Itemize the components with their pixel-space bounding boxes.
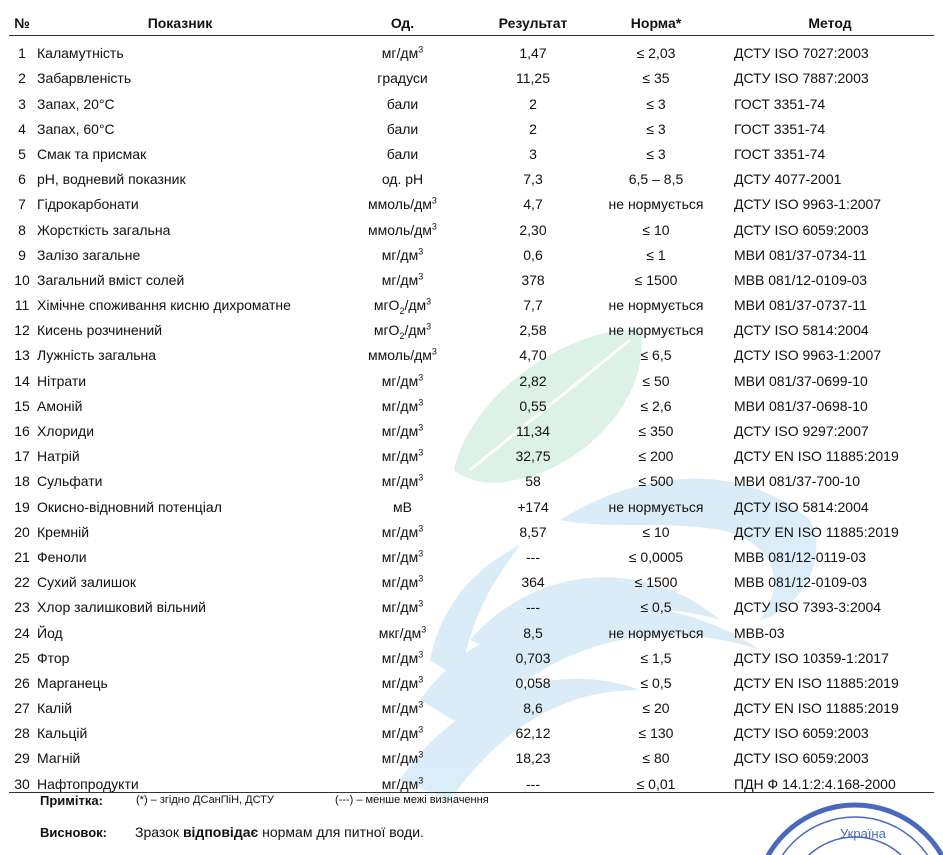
- row-number: 28: [14, 725, 30, 742]
- row-result: 62,12: [515, 725, 551, 742]
- table-row: [9, 515, 934, 540]
- row-unit: бали: [386, 120, 419, 137]
- row-norm: ≤ 1: [646, 246, 666, 263]
- row-norm: ≤ 6,5: [640, 347, 672, 364]
- row-unit: $мг/дм^3$: [381, 573, 424, 591]
- table-row: [9, 389, 934, 414]
- row-method: МВВ-03: [734, 624, 785, 641]
- row-indicator: Магній: [37, 750, 81, 767]
- row-unit: $мг/дм^3$: [381, 246, 424, 263]
- row-norm: не нормується: [608, 624, 704, 641]
- row-method: ДСТУ EN ISO 11885:2019: [734, 700, 899, 717]
- row-indicator: Смак та присмак: [37, 145, 147, 162]
- row-method: МВВ 081/12-0119-03: [734, 548, 867, 565]
- row-unit: $мг/дм^3$: [381, 649, 424, 666]
- table-row: [9, 716, 934, 741]
- row-result: 7,7: [523, 297, 543, 314]
- row-number: 5: [18, 145, 26, 162]
- row-indicator: Йод: [37, 624, 63, 641]
- row-result: 4,70: [519, 347, 547, 364]
- row-norm: ≤ 0,0005: [628, 548, 684, 565]
- row-norm: 6,5 – 8,5: [628, 171, 684, 188]
- note-dashes-text: (---) – менше межі визначення: [335, 794, 489, 806]
- row-number: 4: [18, 120, 26, 137]
- row-result: 0,55: [519, 397, 547, 414]
- conclusion-label: Висновок:: [40, 825, 107, 840]
- row-result: 8,5: [523, 624, 543, 641]
- table-row: [9, 238, 934, 263]
- table-row: [9, 212, 934, 237]
- row-norm: ≤ 1,5: [640, 649, 672, 666]
- table-row: [9, 414, 934, 439]
- row-norm: ≤ 10: [642, 523, 670, 540]
- row-method: ДСТУ ISO 6059:2003: [734, 750, 869, 767]
- row-indicator: Запах, 60°С: [37, 120, 115, 137]
- row-unit: $мг/дм^3$: [381, 523, 424, 540]
- row-norm: ≤ 20: [642, 700, 670, 717]
- row-method: ГОСТ 3351-74: [734, 145, 826, 162]
- row-unit: бали: [386, 145, 419, 162]
- row-number: 7: [18, 196, 26, 213]
- row-method: ГОСТ 3351-74: [734, 120, 826, 137]
- table-row: [9, 338, 934, 363]
- row-number: 12: [14, 322, 30, 339]
- row-number: 26: [14, 674, 30, 691]
- table-row: [9, 464, 934, 489]
- row-number: 29: [14, 750, 30, 767]
- table-row: [9, 590, 934, 615]
- row-norm: ≤ 80: [642, 750, 670, 767]
- row-number: 18: [14, 473, 30, 490]
- row-method: МВВ 081/12-0109-03: [734, 271, 868, 288]
- table-row: [9, 263, 934, 288]
- row-indicator: Кальцій: [37, 725, 88, 742]
- table-row: [9, 288, 934, 313]
- conclusion-text: [135, 824, 424, 840]
- row-unit: $мг/дм^3$: [381, 749, 424, 767]
- row-result: 32,75: [515, 448, 551, 465]
- row-method: ДСТУ EN ISO 11885:2019: [734, 448, 899, 465]
- header-norm: Норма*: [586, 10, 726, 36]
- row-indicator: рН, водневий показник: [37, 171, 186, 188]
- row-norm: ≤ 35: [642, 70, 670, 87]
- row-unit: $мг/дм^3$: [381, 447, 424, 465]
- row-unit: ммоль/$дм^3$: [368, 346, 437, 364]
- row-indicator: Кремній: [37, 523, 90, 540]
- row-indicator: Каламутність: [37, 45, 124, 62]
- row-number: 20: [14, 523, 30, 540]
- row-number: 6: [18, 171, 26, 188]
- table-row: [9, 439, 934, 464]
- table-row: [9, 540, 934, 565]
- table-row: [9, 489, 934, 514]
- row-unit: $мг/дм^3$: [381, 598, 424, 616]
- row-result: 18,23: [515, 750, 551, 767]
- row-indicator: Гідрокарбонати: [37, 196, 139, 213]
- row-number: 8: [18, 221, 26, 238]
- row-norm: ≤ 2,6: [640, 397, 672, 414]
- row-unit: $мг/дм^3$: [381, 674, 424, 691]
- row-norm: ≤ 1500: [634, 574, 678, 591]
- row-method: МВВ 081/12-0109-03: [734, 574, 868, 591]
- row-norm: ≤ 10: [642, 221, 670, 238]
- table-row: [9, 61, 934, 86]
- row-indicator: Амоній: [37, 397, 83, 414]
- row-number: 27: [14, 700, 30, 717]
- row-number: 13: [14, 347, 30, 364]
- row-number: 9: [18, 246, 26, 263]
- row-indicator: Жорсткість загальна: [37, 221, 171, 238]
- row-method: МВИ 081/37-0737-11: [734, 297, 867, 314]
- row-method: ДСТУ ISO 6059:2003: [734, 725, 869, 742]
- row-number: 2: [18, 70, 26, 87]
- row-indicator: Забарвленість: [37, 70, 132, 87]
- row-indicator: Сульфати: [37, 473, 103, 490]
- row-result: ---: [526, 599, 540, 616]
- row-method: МВИ 081/37-0734-11: [734, 246, 867, 263]
- seal-text: Україна: [840, 826, 886, 841]
- row-result: ---: [526, 548, 540, 565]
- row-unit: $мг/дм^3$: [381, 271, 424, 288]
- row-number: 25: [14, 649, 30, 666]
- table-row: [9, 691, 934, 716]
- row-result: 58: [525, 473, 541, 490]
- table-row: [9, 363, 934, 388]
- row-norm: не нормується: [608, 322, 704, 339]
- conclusion-text-start: Зразок: [135, 824, 183, 840]
- row-unit: $мгО_2/дм^3$: [373, 296, 432, 316]
- row-method: ДСТУ ISO 9963-1:2007: [734, 347, 882, 364]
- row-unit: мВ: [393, 498, 412, 515]
- row-unit: $мг/дм^3$: [381, 548, 424, 565]
- row-method: ДСТУ EN ISO 11885:2019: [734, 523, 899, 540]
- row-result: 2,30: [519, 221, 547, 238]
- table-row: [9, 565, 934, 590]
- row-norm: не нормується: [608, 297, 704, 314]
- table-row: [9, 641, 934, 666]
- row-method: ГОСТ 3351-74: [734, 95, 826, 112]
- row-norm: ≤ 350: [638, 423, 674, 439]
- row-unit: $мг/дм^3$: [381, 44, 424, 62]
- row-indicator: Хлор залишковий вільний: [37, 599, 206, 616]
- header-result: Результат: [480, 10, 586, 36]
- table-row: [9, 666, 934, 691]
- table-row: [9, 313, 934, 338]
- table-header-row: [9, 10, 934, 36]
- row-indicator: Хлориди: [37, 423, 95, 439]
- row-method: ДСТУ ISO 7393-3:2004: [734, 599, 882, 616]
- row-method: ДСТУ EN ISO 11885:2019: [734, 674, 899, 691]
- row-result: 378: [521, 271, 545, 288]
- row-unit: $мг/дм^3$: [381, 699, 424, 717]
- row-unit: $мг/дм^3$: [381, 422, 424, 439]
- row-norm: ≤ 3: [646, 145, 666, 162]
- row-number: 1: [18, 45, 26, 62]
- row-norm: ≤ 200: [638, 448, 674, 465]
- row-result: 11,25: [516, 70, 550, 87]
- row-indicator: Окисно-відновний потенціал: [37, 498, 222, 515]
- row-indicator: Фтор: [37, 649, 70, 666]
- header-unit: Од.: [325, 10, 480, 36]
- row-method: МВИ 081/37-0698-10: [734, 397, 868, 414]
- row-unit: од. рН: [381, 171, 424, 188]
- row-method: ДСТУ ISO 5814:2004: [734, 322, 869, 339]
- row-result: 0,703: [515, 649, 551, 666]
- row-result: 2,82: [519, 372, 547, 389]
- row-number: 10: [14, 271, 30, 288]
- row-method: ПДН Ф 14.1:2:4.168-2000: [726, 766, 934, 792]
- header-method: Метод: [726, 10, 934, 36]
- row-result: 1,47: [519, 45, 547, 62]
- row-method: ДСТУ ISO 5814:2004: [734, 498, 869, 515]
- row-result: 0,6: [523, 246, 543, 263]
- row-unit: градуси: [377, 70, 428, 87]
- row-norm: ≤ 3: [646, 120, 666, 137]
- row-number: 30: [9, 766, 35, 792]
- row-number: 3: [18, 95, 26, 112]
- conclusion-verdict: відповідає: [182, 824, 259, 840]
- row-unit: мкг/$дм^3$: [378, 623, 427, 641]
- row-method: МВИ 081/37-700-10: [734, 473, 861, 490]
- conclusion-text-end: нормам для питної води.: [258, 824, 424, 840]
- row-norm: ≤ 0,5: [640, 599, 672, 616]
- row-indicator: Калій: [37, 700, 73, 717]
- header-number: №: [9, 10, 35, 36]
- row-number: 19: [14, 498, 30, 515]
- row-method: МВИ 081/37-0699-10: [734, 372, 868, 389]
- row-number: 23: [14, 599, 30, 616]
- table-row: [9, 741, 934, 766]
- row-indicator: Сухий залишок: [37, 574, 136, 591]
- results-table: [9, 10, 934, 793]
- row-norm: ≤ 0,5: [640, 674, 672, 691]
- row-number: 17: [14, 448, 30, 465]
- row-indicator: Кисень розчинений: [37, 322, 163, 339]
- row-method: ДСТУ ISO 7887:2003: [734, 70, 869, 87]
- row-result: 0,058: [515, 674, 551, 691]
- row-norm: ≤ 130: [638, 725, 674, 742]
- row-norm: не нормується: [608, 196, 704, 213]
- row-unit: бали: [386, 95, 419, 112]
- table-row: [9, 615, 934, 640]
- row-result: 8,57: [519, 523, 547, 540]
- row-indicator: Нітрати: [37, 372, 87, 389]
- row-indicator: Хімічне споживання кисню дихроматне: [37, 297, 291, 314]
- row-number: 16: [14, 423, 30, 439]
- row-norm: ≤ 0,01: [586, 766, 726, 792]
- row-indicator: Загальний вміст солей: [37, 271, 185, 288]
- row-method: ДСТУ ISO 6059:2003: [734, 221, 869, 238]
- row-unit: $мг/дм^3$: [381, 371, 424, 389]
- row-indicator: Марганець: [37, 674, 108, 691]
- row-result: 2: [529, 120, 537, 137]
- row-unit: $мгО_2/дм^3$: [373, 321, 432, 342]
- table-row: [9, 86, 934, 111]
- row-result: 7,3: [523, 171, 543, 188]
- row-number: 11: [14, 297, 30, 314]
- row-result: 11,34: [516, 423, 550, 439]
- row-norm: ≤ 500: [638, 473, 674, 490]
- note-asterisk-text: (*) – згідно ДСанПіН, ДСТУ: [136, 794, 274, 806]
- row-indicator: Нафтопродукти: [35, 766, 325, 792]
- row-number: 15: [14, 397, 30, 414]
- note-label: Примітка:: [40, 793, 103, 808]
- row-result: +174: [517, 498, 549, 515]
- row-result: 4,7: [523, 196, 543, 213]
- row-norm: ≤ 2,03: [636, 45, 676, 62]
- row-method: ДСТУ ISO 7027:2003: [734, 45, 869, 62]
- row-indicator: Феноли: [37, 548, 87, 565]
- table-row: [9, 112, 934, 137]
- row-norm: ≤ 3: [646, 95, 666, 112]
- table-row: [9, 36, 934, 62]
- row-result: ---: [480, 766, 586, 792]
- row-method: ДСТУ 4077-2001: [734, 171, 842, 188]
- row-indicator: Залізо загальне: [37, 246, 141, 263]
- row-norm: не нормується: [608, 498, 704, 515]
- row-unit: $мг/дм^3$: [381, 397, 424, 414]
- row-number: 24: [14, 624, 30, 641]
- row-norm: ≤ 50: [642, 372, 670, 389]
- row-number: 22: [14, 574, 30, 591]
- table-row: [9, 162, 934, 187]
- row-indicator: Запах, 20°С: [37, 95, 115, 112]
- row-unit: $мг/дм^3$: [381, 724, 424, 742]
- row-result: 364: [521, 574, 545, 591]
- table-row: [9, 187, 934, 212]
- header-indicator: Показник: [35, 10, 325, 36]
- row-result: 2: [529, 95, 537, 112]
- row-unit: $мг/дм^3$: [381, 472, 424, 490]
- row-number: 21: [14, 548, 30, 565]
- row-unit: ммоль/$дм^3$: [368, 220, 437, 238]
- row-indicator: Натрій: [37, 448, 80, 465]
- seal-stamp: [760, 790, 943, 855]
- row-norm: ≤ 1500: [634, 271, 678, 288]
- row-result: 8,6: [523, 700, 543, 717]
- row-method: ДСТУ ISO 10359-1:2017: [734, 649, 889, 666]
- row-indicator: Лужність загальна: [37, 347, 157, 364]
- row-unit: $мг/дм^3$: [325, 766, 480, 792]
- row-result: 2,58: [519, 322, 547, 339]
- row-number: 14: [14, 372, 30, 389]
- row-method: ДСТУ ISO 9297:2007: [734, 423, 869, 439]
- row-method: ДСТУ ISO 9963-1:2007: [734, 196, 882, 213]
- table-row: [9, 766, 934, 792]
- row-unit: ммоль/$дм^3$: [368, 195, 437, 213]
- row-result: 3: [529, 145, 537, 162]
- table-row: [9, 137, 934, 162]
